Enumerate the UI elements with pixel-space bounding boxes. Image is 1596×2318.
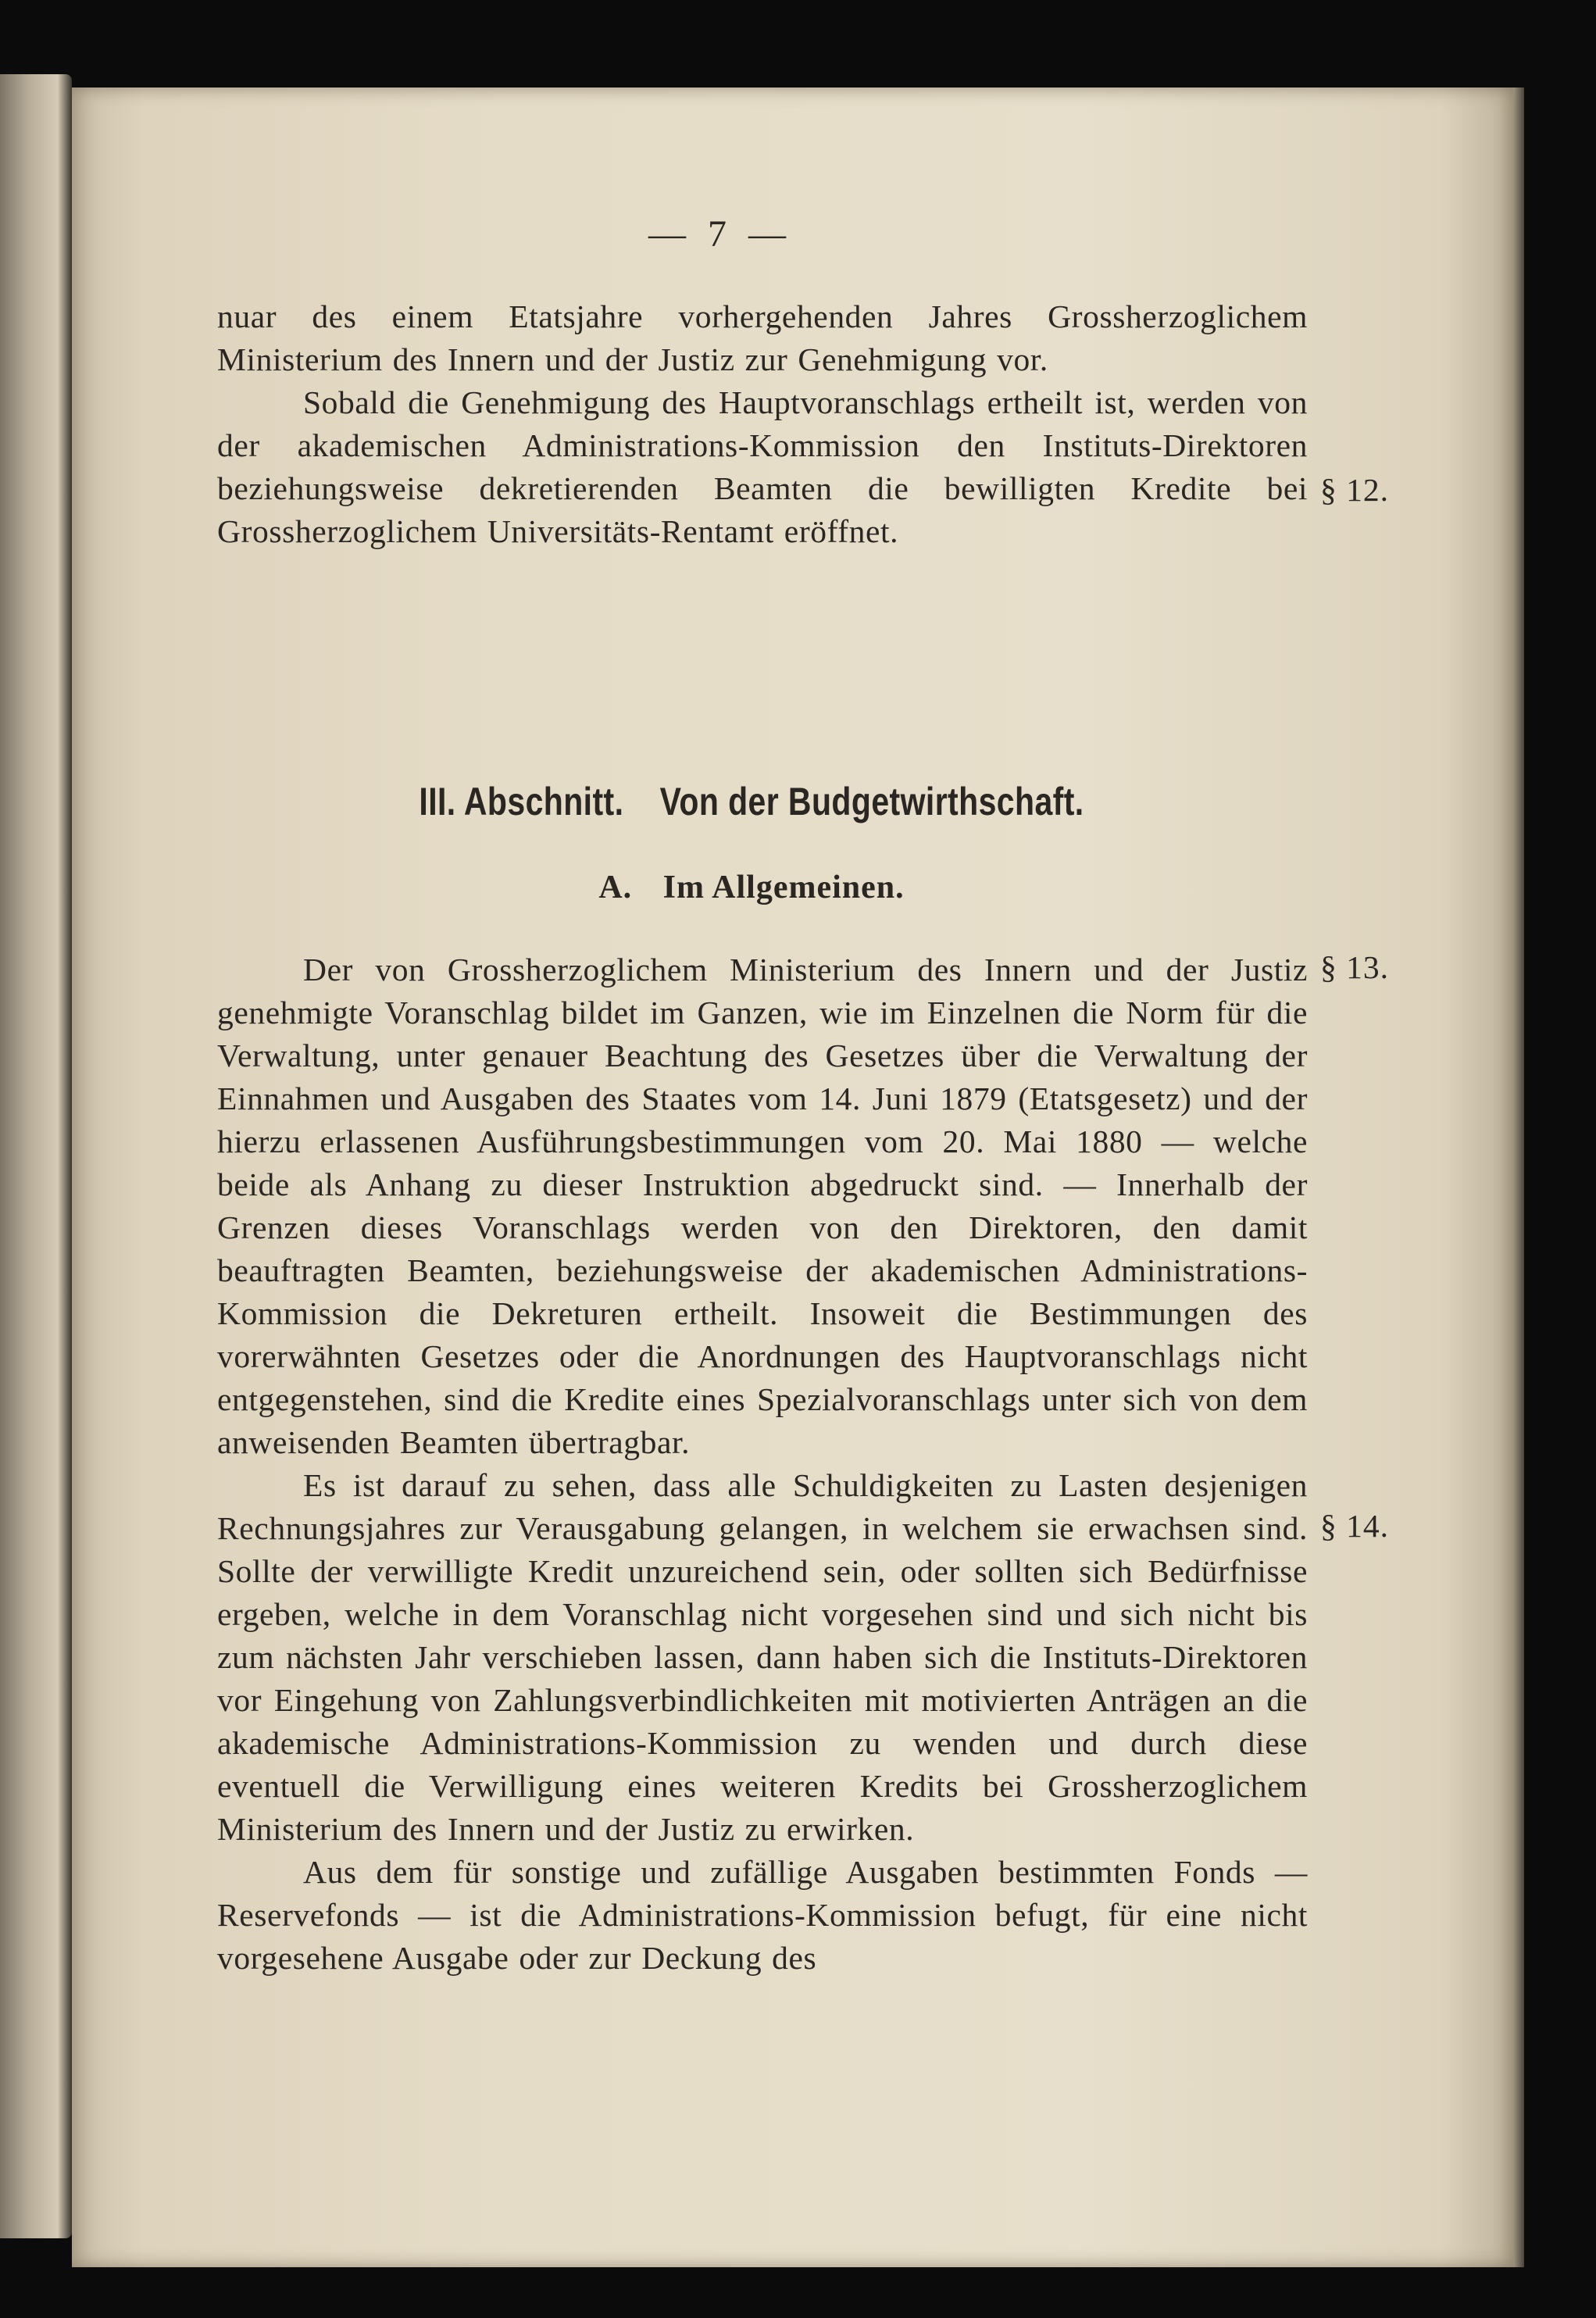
paragraph-section-14: Es ist darauf zu sehen, dass alle Schuldigkeiten zu Lasten desjenigen Rechnungsjahres zur Verausgabung gelangen, in welchem sie erwachsen sind. Sollte der verwilligte Kredit unzureichend sein, oder sollten sich Bedürfnisse ergeben, welche in dem Voranschlag nicht vorgesehen sind und sich nicht bis zum nächsten Jahr verschieben lassen, dann haben sich die Instituts-Direktoren vor Eingehung von Zahlungsverbindlichkeiten mit motivierten Anträgen an die akademische Administrations-Kommission zu wenden und durch diese eventuell die Verwilligung eines weiteren Kredits bei Grossherzoglichem Ministerium des Innern und der Justiz zu erwirken. [217,1467,1308,1847]
margin-note-section-13: § 13. [1320,949,1389,985]
bottom-text-block [217,948,1308,1980]
page-number: — 7 — [648,213,792,255]
paragraph-continuation: nuar des einem Etatsjahre vorhergehenden Jahres Grossherzoglichem Ministerium des Innern und der Justiz zur Genehmigung vor. [217,298,1308,377]
subsection-title: Im Allgemeinen. [662,870,905,905]
right-page-edge [1513,88,1524,2267]
subsection-letter: A. [598,870,633,905]
section-title: Von der Budgetwirthschaft. [659,780,1084,823]
top-text-block [217,295,1308,553]
left-page-edge [0,74,72,2238]
paragraph-reservefonds: Aus dem für sonstige und zufällige Ausgaben bestimmten Fonds — Reservefonds — ist die Administrations-Kommission befugt, für eine nicht vorgesehene Ausgabe oder zur Deckung des [217,1854,1308,1976]
subsection-heading [72,869,1431,906]
margin-note-section-14: § 14. [1320,1508,1389,1544]
section-number: III. Abschnitt. [419,780,624,823]
paragraph-section-12: Sobald die Genehmigung des Hauptvoranschlags ertheilt ist, werden von der akademischen Administrations-Kommission den Instituts-Direktoren beziehungsweise dekretierenden Beamten die bewilligten Kredite bei Grossherzoglichem Universitäts-Rentamt eröffnet. [217,384,1308,549]
margin-note-section-12: § 12. [1320,472,1389,508]
paragraph-section-13: Der von Grossherzoglichem Ministerium des Innern und der Justiz genehmigte Voranschlag bildet im Ganzen, wie im Einzelnen die Norm für die Verwaltung, unter genauer Beachtung des Gesetzes über die Verwaltung der Einnahmen und Ausgaben des Staates vom 14. Juni 1879 (Etatsgesetz) und der hierzu erlassenen Ausführungsbestimmungen vom 20. Mai 1880 — welche beide als Anhang zu dieser Instruktion abgedruckt sind. — Innerhalb der Grenzen dieses Voranschlags werden von den Direktoren, den damit beauftragten Beamten, beziehungsweise der akademischen Administrations-Kommission die Dekreturen ertheilt. Insoweit die Bestimmungen des vorerwähnten Gesetzes oder die Anordnungen des Hauptvoranschlags nicht entgegenstehen, sind die Kredite eines Spezialvoranschlags unter sich von dem anweisenden Beamten übertragbar. [217,952,1308,1460]
section-heading [195,779,1309,824]
book-page [72,88,1513,2267]
